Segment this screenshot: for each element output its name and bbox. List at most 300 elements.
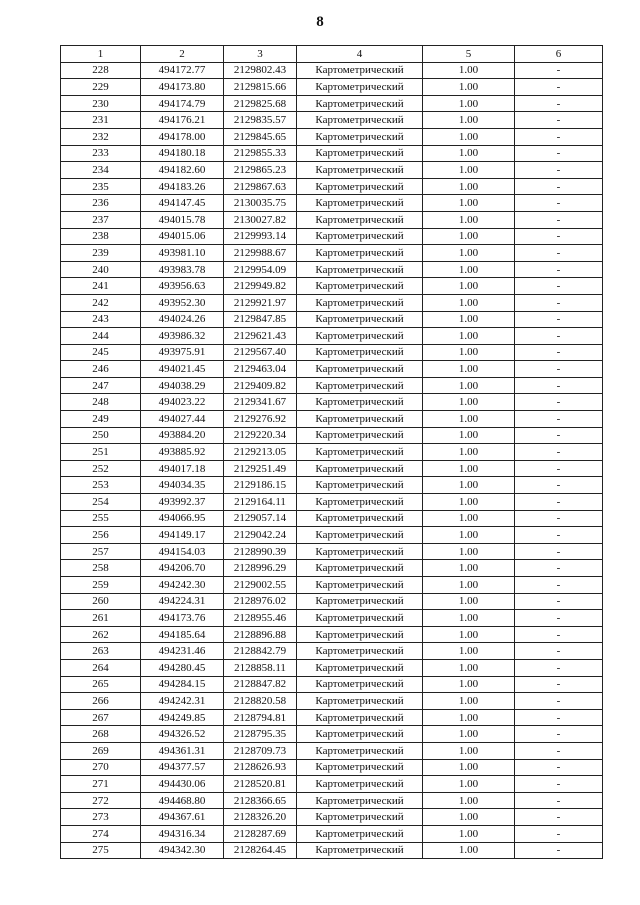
table-cell: 494377.57 — [141, 759, 224, 776]
table-cell: 494242.30 — [141, 577, 224, 594]
table-row — [61, 842, 603, 859]
table-cell: - — [515, 427, 603, 444]
table-cell: 494176.21 — [141, 112, 224, 129]
table-cell: 2128896.88 — [224, 626, 297, 643]
table-cell: 494174.79 — [141, 95, 224, 112]
table-row — [61, 311, 603, 328]
table-cell: 2129002.55 — [224, 577, 297, 594]
table-cell: 494284.15 — [141, 676, 224, 693]
table-cell: - — [515, 593, 603, 610]
table-cell: 269 — [61, 742, 141, 759]
table-cell: Картометрический — [297, 311, 423, 328]
table-cell: 2129835.57 — [224, 112, 297, 129]
table-cell: 494280.45 — [141, 659, 224, 676]
table-row — [61, 394, 603, 411]
table-cell: 494206.70 — [141, 560, 224, 577]
table-cell: 1.00 — [423, 95, 515, 112]
table-cell: - — [515, 178, 603, 195]
table-cell: Картометрический — [297, 145, 423, 162]
table-row — [61, 709, 603, 726]
table-row — [61, 460, 603, 477]
table-cell: 494183.26 — [141, 178, 224, 195]
table-cell: 2129621.43 — [224, 328, 297, 345]
table-cell: 1.00 — [423, 228, 515, 245]
table-cell: 2129825.68 — [224, 95, 297, 112]
table-cell: Картометрический — [297, 726, 423, 743]
table-cell: - — [515, 195, 603, 212]
table-cell: 229 — [61, 79, 141, 96]
table-cell: - — [515, 95, 603, 112]
table-cell: - — [515, 709, 603, 726]
table-cell: 1.00 — [423, 394, 515, 411]
column-header: 2 — [141, 46, 224, 63]
table-cell: - — [515, 792, 603, 809]
table-cell: 1.00 — [423, 261, 515, 278]
table-cell: - — [515, 643, 603, 660]
table-row — [61, 659, 603, 676]
table-cell: - — [515, 460, 603, 477]
table-cell: - — [515, 344, 603, 361]
table-cell: 494015.78 — [141, 211, 224, 228]
table-cell: 494066.95 — [141, 510, 224, 527]
table-cell: 1.00 — [423, 62, 515, 79]
table-cell: 240 — [61, 261, 141, 278]
table-row — [61, 577, 603, 594]
table-cell: 1.00 — [423, 643, 515, 660]
table-cell: 2128794.81 — [224, 709, 297, 726]
table-cell: 1.00 — [423, 460, 515, 477]
table-cell: 2130027.82 — [224, 211, 297, 228]
table-cell: Картометрический — [297, 709, 423, 726]
table-cell: Картометрический — [297, 593, 423, 610]
table-cell: 249 — [61, 411, 141, 428]
table-cell: 493884.20 — [141, 427, 224, 444]
table-cell: 258 — [61, 560, 141, 577]
table-cell: 494173.76 — [141, 610, 224, 627]
table-cell: - — [515, 676, 603, 693]
table-row — [61, 278, 603, 295]
table-row — [61, 792, 603, 809]
table-row — [61, 294, 603, 311]
table-cell: 494017.18 — [141, 460, 224, 477]
table-row — [61, 195, 603, 212]
table-cell: 1.00 — [423, 543, 515, 560]
table-cell: 265 — [61, 676, 141, 693]
table-cell: 1.00 — [423, 626, 515, 643]
table-cell: 1.00 — [423, 510, 515, 527]
table-cell: 493981.10 — [141, 245, 224, 262]
table-cell: Картометрический — [297, 577, 423, 594]
table-cell: Картометрический — [297, 211, 423, 228]
table-cell: Картометрический — [297, 128, 423, 145]
table-cell: 1.00 — [423, 659, 515, 676]
table-cell: 494154.03 — [141, 543, 224, 560]
table-row — [61, 742, 603, 759]
table-cell: 241 — [61, 278, 141, 295]
table-cell: Картометрический — [297, 527, 423, 544]
table-cell: 2129213.05 — [224, 444, 297, 461]
table-cell: Картометрический — [297, 776, 423, 793]
table-row — [61, 427, 603, 444]
table-cell: - — [515, 394, 603, 411]
table-cell: Картометрический — [297, 62, 423, 79]
column-header: 5 — [423, 46, 515, 63]
table-cell: - — [515, 311, 603, 328]
table-cell: - — [515, 742, 603, 759]
table-cell: 1.00 — [423, 178, 515, 195]
table-cell: 1.00 — [423, 494, 515, 511]
table-cell: 228 — [61, 62, 141, 79]
table-cell: 1.00 — [423, 112, 515, 129]
table-cell: - — [515, 62, 603, 79]
table-cell: 1.00 — [423, 79, 515, 96]
table-cell: - — [515, 477, 603, 494]
table-cell: - — [515, 377, 603, 394]
table-cell: Картометрический — [297, 361, 423, 378]
column-header: 6 — [515, 46, 603, 63]
table-row — [61, 593, 603, 610]
table-cell: Картометрический — [297, 759, 423, 776]
table-cell: - — [515, 444, 603, 461]
table-cell: 494430.06 — [141, 776, 224, 793]
table-cell: 494224.31 — [141, 593, 224, 610]
table-cell: - — [515, 145, 603, 162]
table-cell: 494326.52 — [141, 726, 224, 743]
table-cell: - — [515, 261, 603, 278]
table-cell: 255 — [61, 510, 141, 527]
table-cell: 494015.06 — [141, 228, 224, 245]
table-cell: 2129276.92 — [224, 411, 297, 428]
table-cell: - — [515, 328, 603, 345]
table-row — [61, 162, 603, 179]
table-cell: 494023.22 — [141, 394, 224, 411]
table-cell: 2129042.24 — [224, 527, 297, 544]
table-row — [61, 245, 603, 262]
table-cell: 494021.45 — [141, 361, 224, 378]
table-cell: Картометрический — [297, 742, 423, 759]
table-cell: 2130035.75 — [224, 195, 297, 212]
table-cell: 494172.77 — [141, 62, 224, 79]
table-cell: 1.00 — [423, 311, 515, 328]
table-cell: 274 — [61, 825, 141, 842]
table-cell: 261 — [61, 610, 141, 627]
table-cell: - — [515, 411, 603, 428]
table-cell: 2128520.81 — [224, 776, 297, 793]
table-cell: Картометрический — [297, 610, 423, 627]
table-cell: 1.00 — [423, 145, 515, 162]
table-cell: 494147.45 — [141, 195, 224, 212]
table-cell: - — [515, 560, 603, 577]
table-row — [61, 79, 603, 96]
table-cell: 494316.34 — [141, 825, 224, 842]
table-cell: Картометрический — [297, 842, 423, 859]
table-cell: 262 — [61, 626, 141, 643]
table-cell: 2129847.85 — [224, 311, 297, 328]
table-row — [61, 676, 603, 693]
table-cell: Картометрический — [297, 112, 423, 129]
table-cell: 2129867.63 — [224, 178, 297, 195]
table-cell: 1.00 — [423, 278, 515, 295]
table-cell: 2129251.49 — [224, 460, 297, 477]
table-cell: 1.00 — [423, 577, 515, 594]
table-cell: 1.00 — [423, 693, 515, 710]
table-cell: Картометрический — [297, 261, 423, 278]
table-cell: 2129341.67 — [224, 394, 297, 411]
table-cell: 231 — [61, 112, 141, 129]
table-cell: Картометрический — [297, 659, 423, 676]
table-cell: - — [515, 112, 603, 129]
table-cell: Картометрический — [297, 377, 423, 394]
table-row — [61, 693, 603, 710]
table-row — [61, 527, 603, 544]
table-cell: 238 — [61, 228, 141, 245]
table-cell: 1.00 — [423, 211, 515, 228]
table-cell: 2128847.82 — [224, 676, 297, 693]
table-cell: - — [515, 211, 603, 228]
table-cell: 2129954.09 — [224, 261, 297, 278]
table-cell: Картометрический — [297, 676, 423, 693]
table-cell: - — [515, 693, 603, 710]
table-cell: - — [515, 577, 603, 594]
table-row — [61, 261, 603, 278]
table-cell: 259 — [61, 577, 141, 594]
table-cell: 1.00 — [423, 377, 515, 394]
table-cell: 494024.26 — [141, 311, 224, 328]
table-cell: 494342.30 — [141, 842, 224, 859]
table-cell: - — [515, 759, 603, 776]
table-cell: 2128795.35 — [224, 726, 297, 743]
column-header: 3 — [224, 46, 297, 63]
table-cell: Картометрический — [297, 792, 423, 809]
table-cell: 494468.80 — [141, 792, 224, 809]
table-cell: Картометрический — [297, 477, 423, 494]
table-cell: 494173.80 — [141, 79, 224, 96]
table-cell: 2129949.82 — [224, 278, 297, 295]
table-cell: Картометрический — [297, 825, 423, 842]
table-cell: 1.00 — [423, 842, 515, 859]
table-row — [61, 361, 603, 378]
page-number: 8 — [316, 14, 324, 30]
table-row — [61, 809, 603, 826]
table-cell: 266 — [61, 693, 141, 710]
table-cell: 254 — [61, 494, 141, 511]
table-cell: 2128820.58 — [224, 693, 297, 710]
table-cell: 494361.31 — [141, 742, 224, 759]
table-cell: Картометрический — [297, 560, 423, 577]
table-cell: Картометрический — [297, 278, 423, 295]
table-cell: 2128955.46 — [224, 610, 297, 627]
table-cell: Картометрический — [297, 444, 423, 461]
table-cell: 1.00 — [423, 427, 515, 444]
table-row — [61, 759, 603, 776]
table-row — [61, 178, 603, 195]
table-cell: 2128626.93 — [224, 759, 297, 776]
table-cell: 2129921.97 — [224, 294, 297, 311]
table-cell: 1.00 — [423, 444, 515, 461]
table-cell: 493986.32 — [141, 328, 224, 345]
table-cell: 236 — [61, 195, 141, 212]
table-row — [61, 560, 603, 577]
table-cell: 248 — [61, 394, 141, 411]
table-cell: 270 — [61, 759, 141, 776]
table-cell: Картометрический — [297, 344, 423, 361]
table-cell: 273 — [61, 809, 141, 826]
table-cell: 268 — [61, 726, 141, 743]
table-cell: 494249.85 — [141, 709, 224, 726]
table-cell: 245 — [61, 344, 141, 361]
table-cell: 1.00 — [423, 610, 515, 627]
table-cell: 1.00 — [423, 344, 515, 361]
table-cell: 271 — [61, 776, 141, 793]
table-cell: Картометрический — [297, 328, 423, 345]
table-cell: Картометрический — [297, 394, 423, 411]
table-cell: 2128842.79 — [224, 643, 297, 660]
table-cell: 2128326.20 — [224, 809, 297, 826]
table-cell: 494242.31 — [141, 693, 224, 710]
table-cell: 493975.91 — [141, 344, 224, 361]
table-cell: 2129993.14 — [224, 228, 297, 245]
table-cell: Картометрический — [297, 543, 423, 560]
table-cell: 242 — [61, 294, 141, 311]
table-row — [61, 128, 603, 145]
table-cell: 494231.46 — [141, 643, 224, 660]
table-cell: 2129186.15 — [224, 477, 297, 494]
table-cell: 247 — [61, 377, 141, 394]
table-cell: 1.00 — [423, 477, 515, 494]
table-cell: 264 — [61, 659, 141, 676]
table-cell: 1.00 — [423, 294, 515, 311]
table-cell: 2128366.65 — [224, 792, 297, 809]
table-cell: Картометрический — [297, 693, 423, 710]
table-cell: - — [515, 162, 603, 179]
table-cell: Картометрический — [297, 809, 423, 826]
table-row — [61, 477, 603, 494]
table-cell: 2128858.11 — [224, 659, 297, 676]
table-cell: 493952.30 — [141, 294, 224, 311]
table-body — [61, 62, 603, 859]
table-row — [61, 543, 603, 560]
table-row — [61, 344, 603, 361]
table-row — [61, 228, 603, 245]
table-cell: 1.00 — [423, 676, 515, 693]
table-cell: 267 — [61, 709, 141, 726]
table-cell: - — [515, 527, 603, 544]
table-cell: 253 — [61, 477, 141, 494]
table-cell: 1.00 — [423, 195, 515, 212]
table-row — [61, 444, 603, 461]
table-cell: 2129463.04 — [224, 361, 297, 378]
table-cell: 232 — [61, 128, 141, 145]
table-cell: 1.00 — [423, 726, 515, 743]
table-row — [61, 411, 603, 428]
table-cell: 230 — [61, 95, 141, 112]
table-cell: - — [515, 361, 603, 378]
table-row — [61, 211, 603, 228]
table-cell: 494038.29 — [141, 377, 224, 394]
table-cell: - — [515, 294, 603, 311]
table-cell: - — [515, 659, 603, 676]
table-cell: 256 — [61, 527, 141, 544]
table-cell: 2129845.65 — [224, 128, 297, 145]
table-cell: - — [515, 626, 603, 643]
table-cell: - — [515, 128, 603, 145]
table-cell: 2128264.45 — [224, 842, 297, 859]
table-cell: 2129409.82 — [224, 377, 297, 394]
table-cell: Картометрический — [297, 294, 423, 311]
table-row — [61, 726, 603, 743]
table-cell: 235 — [61, 178, 141, 195]
table-cell: - — [515, 726, 603, 743]
table-row — [61, 145, 603, 162]
table-cell: 493885.92 — [141, 444, 224, 461]
table-cell: 2129164.11 — [224, 494, 297, 511]
table-cell: 237 — [61, 211, 141, 228]
table-cell: 1.00 — [423, 560, 515, 577]
table-row — [61, 95, 603, 112]
table-cell: 1.00 — [423, 742, 515, 759]
table-cell: Картометрический — [297, 427, 423, 444]
table-cell: 272 — [61, 792, 141, 809]
table-cell: - — [515, 610, 603, 627]
table-cell: 1.00 — [423, 776, 515, 793]
table-cell: - — [515, 278, 603, 295]
table-cell: 1.00 — [423, 361, 515, 378]
table-cell: 2129567.40 — [224, 344, 297, 361]
table-cell: - — [515, 842, 603, 859]
table-cell: 1.00 — [423, 328, 515, 345]
table-cell: - — [515, 245, 603, 262]
column-header: 4 — [297, 46, 423, 63]
table-cell: 2129802.43 — [224, 62, 297, 79]
table-cell: 243 — [61, 311, 141, 328]
table-cell: 2129220.34 — [224, 427, 297, 444]
table-cell: - — [515, 776, 603, 793]
table-cell: 493983.78 — [141, 261, 224, 278]
table-cell: 1.00 — [423, 709, 515, 726]
table-cell: 493956.63 — [141, 278, 224, 295]
table-header-row — [61, 46, 603, 63]
table-cell: 234 — [61, 162, 141, 179]
table-row — [61, 825, 603, 842]
table-cell: 494034.35 — [141, 477, 224, 494]
table-row — [61, 494, 603, 511]
table-cell: - — [515, 510, 603, 527]
table-cell: Картометрический — [297, 494, 423, 511]
table-cell: 263 — [61, 643, 141, 660]
table-cell: 257 — [61, 543, 141, 560]
table-cell: 494367.61 — [141, 809, 224, 826]
table-cell: 1.00 — [423, 245, 515, 262]
table-row — [61, 776, 603, 793]
table-cell: 1.00 — [423, 527, 515, 544]
table-row — [61, 328, 603, 345]
table-cell: 244 — [61, 328, 141, 345]
table-cell: Картометрический — [297, 228, 423, 245]
table-cell: - — [515, 79, 603, 96]
table-cell: Картометрический — [297, 95, 423, 112]
table-cell: Картометрический — [297, 643, 423, 660]
table-cell: 2129057.14 — [224, 510, 297, 527]
table-cell: 2129815.66 — [224, 79, 297, 96]
table-row — [61, 377, 603, 394]
table-cell: 239 — [61, 245, 141, 262]
table-cell: - — [515, 543, 603, 560]
table-row — [61, 62, 603, 79]
table-cell: 2129865.23 — [224, 162, 297, 179]
table-cell: - — [515, 494, 603, 511]
table-cell: - — [515, 825, 603, 842]
table-cell: Картометрический — [297, 195, 423, 212]
